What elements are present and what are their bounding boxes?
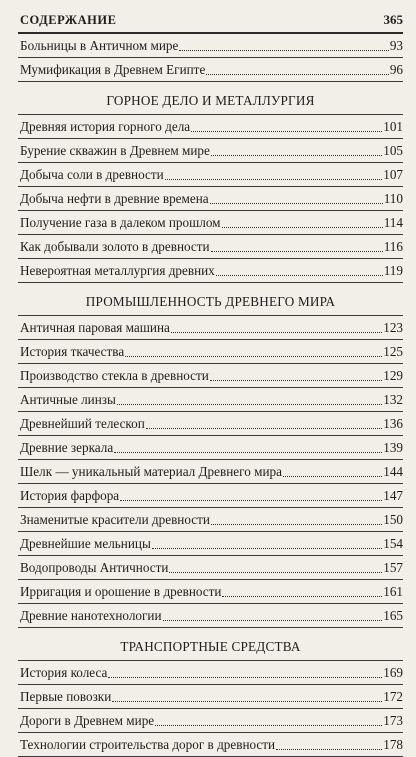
entry-page-number: 172: [383, 689, 403, 704]
dot-leader: [146, 428, 382, 429]
entry-title: История ткачества: [20, 344, 125, 359]
dot-leader: [163, 620, 383, 621]
dot-leader: [114, 452, 382, 453]
entry-title: Древнейшие мельницы: [20, 536, 151, 551]
toc-entry[interactable]: [18, 661, 403, 685]
entry-page-number: 150: [383, 512, 403, 527]
toc-entry[interactable]: [18, 508, 403, 532]
dot-leader: [152, 548, 382, 549]
section-heading: ПРОМЫШЛЕННОСТЬ ДРЕВНЕГО МИРА: [18, 283, 403, 316]
entry-page-number: 178: [383, 737, 403, 752]
entry-title: Ирригация и орошение в древности: [20, 584, 222, 599]
entry-title: Древняя история горного дела: [20, 119, 191, 134]
dot-leader: [155, 725, 382, 726]
entry-page-number: 157: [383, 560, 403, 575]
section-heading: ТРАНСПОРТНЫЕ СРЕДСТВА: [18, 628, 403, 661]
dot-leader: [276, 749, 382, 750]
dot-leader: [117, 404, 382, 405]
toc-entry[interactable]: [18, 685, 403, 709]
entry-page-number: 161: [383, 584, 403, 599]
toc-entry[interactable]: [18, 556, 403, 580]
entry-title: Древнейший телескоп: [20, 416, 145, 431]
dot-leader: [216, 275, 383, 276]
toc-entry[interactable]: [18, 604, 403, 628]
entry-title: Водопроводы Античности: [20, 560, 169, 575]
entry-page-number: 144: [383, 464, 403, 479]
dot-leader: [211, 155, 382, 156]
dot-leader: [222, 596, 382, 597]
entry-page-number: 125: [383, 344, 403, 359]
dot-leader: [191, 131, 382, 132]
entry-title: Мумификация в Древнем Египте: [20, 62, 206, 77]
entry-page-number: 93: [389, 38, 403, 53]
dot-leader: [210, 203, 383, 204]
toc-entry[interactable]: [18, 259, 403, 283]
entry-title: Производство стекла в древности: [20, 368, 209, 383]
toc-entry[interactable]: [18, 163, 403, 187]
entry-title: Древние зеркала: [20, 440, 114, 455]
entry-page-number: 110: [383, 191, 403, 206]
dot-leader: [211, 524, 382, 525]
toc-entry[interactable]: [18, 34, 403, 58]
entry-page-number: 129: [383, 368, 403, 383]
toc-entry[interactable]: [18, 115, 403, 139]
entry-page-number: 119: [383, 263, 403, 278]
toc-entry[interactable]: [18, 235, 403, 259]
entry-page-number: 169: [383, 665, 403, 680]
toc-entry[interactable]: [18, 340, 403, 364]
dot-leader: [165, 179, 383, 180]
entry-title: Первые повозки: [20, 689, 112, 704]
entry-page-number: 139: [383, 440, 403, 455]
dot-leader: [179, 50, 388, 51]
entry-page-number: 136: [383, 416, 403, 431]
entry-title: Больницы в Античном мире: [20, 38, 179, 53]
toc-entry[interactable]: [18, 580, 403, 604]
page-header: [18, 0, 403, 34]
entry-page-number: 173: [383, 713, 403, 728]
toc-entry[interactable]: [18, 316, 403, 340]
toc-entry[interactable]: [18, 733, 403, 757]
dot-leader: [171, 332, 382, 333]
table-of-contents: [18, 34, 403, 757]
dot-leader: [211, 251, 383, 252]
entry-page-number: 114: [383, 215, 403, 230]
toc-entry[interactable]: [18, 364, 403, 388]
dot-leader: [283, 476, 382, 477]
entry-page-number: 132: [383, 392, 403, 407]
toc-entry[interactable]: [18, 484, 403, 508]
entry-title: Дороги в Древнем мире: [20, 713, 155, 728]
entry-page-number: 96: [389, 62, 403, 77]
dot-leader: [108, 677, 382, 678]
entry-title: Добыча нефти в древние времена: [20, 191, 209, 206]
entry-title: Технологии строительства дорог в древности: [20, 737, 276, 752]
entry-page-number: 123: [383, 320, 403, 335]
entry-title: Античные линзы: [20, 392, 116, 407]
toc-entry[interactable]: [18, 211, 403, 235]
entry-title: Знаменитые красители древности: [20, 512, 210, 527]
entry-title: История фарфора: [20, 488, 120, 503]
entry-title: Получение газа в далеком прошлом: [20, 215, 221, 230]
toc-entry[interactable]: [18, 388, 403, 412]
toc-entry[interactable]: [18, 139, 403, 163]
entry-title: Добыча соли в древности: [20, 167, 164, 182]
entry-title: Древние нанотехнологии: [20, 608, 162, 623]
toc-entry[interactable]: [18, 709, 403, 733]
entry-title: Невероятная металлургия древних: [20, 263, 215, 278]
section-heading: ГОРНОЕ ДЕЛО И МЕТАЛЛУРГИЯ: [18, 82, 403, 115]
page-number: 365: [383, 12, 403, 27]
dot-leader: [125, 356, 382, 357]
toc-entry[interactable]: [18, 412, 403, 436]
dot-leader: [210, 380, 382, 381]
toc-entry[interactable]: [18, 187, 403, 211]
toc-entry[interactable]: [18, 58, 403, 82]
entry-title: История колеса: [20, 665, 108, 680]
dot-leader: [169, 572, 382, 573]
entry-page-number: 116: [383, 239, 403, 254]
dot-leader: [222, 227, 383, 228]
entry-title: Как добывали золото в древности: [20, 239, 210, 254]
toc-entry[interactable]: [18, 436, 403, 460]
dot-leader: [120, 500, 382, 501]
entry-title: Античная паровая машина: [20, 320, 170, 335]
dot-leader: [112, 701, 382, 702]
running-title: СОДЕРЖАНИЕ: [20, 13, 117, 27]
toc-entry[interactable]: [18, 460, 403, 484]
entry-page-number: 147: [383, 488, 403, 503]
toc-entry[interactable]: [18, 532, 403, 556]
entry-page-number: 101: [383, 119, 403, 134]
entry-page-number: 105: [383, 143, 403, 158]
entry-page-number: 165: [383, 608, 403, 623]
entry-page-number: 154: [383, 536, 403, 551]
entry-title: Бурение скважин в Древнем мире: [20, 143, 210, 158]
entry-title: Шелк — уникальный материал Древнего мира: [20, 464, 282, 479]
entry-page-number: 107: [383, 167, 403, 182]
dot-leader: [206, 74, 389, 75]
